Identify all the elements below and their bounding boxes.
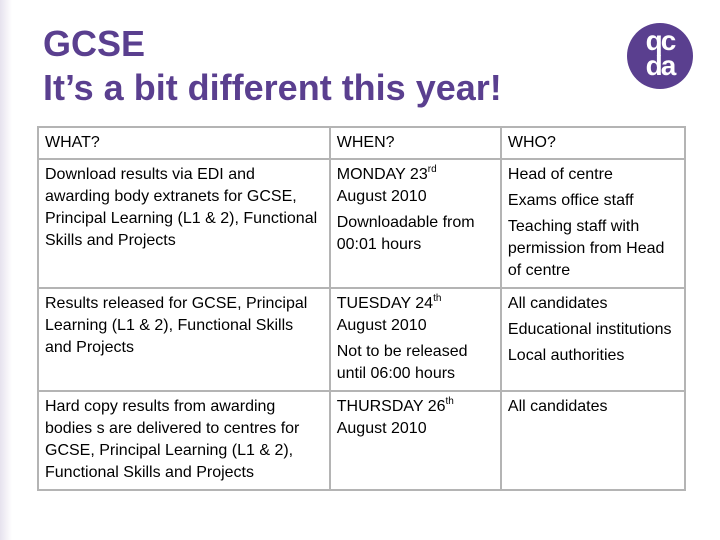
when-day-suffix: rd bbox=[427, 164, 437, 175]
when-day-suffix: th bbox=[445, 396, 454, 407]
title-line-1: GCSE bbox=[43, 23, 146, 64]
who-item: All candidates bbox=[507, 398, 608, 415]
who-cell bbox=[501, 288, 685, 391]
who-cell bbox=[501, 159, 685, 288]
when-month: August 2010 bbox=[336, 317, 427, 334]
results-schedule-table bbox=[37, 126, 686, 491]
when-month: August 2010 bbox=[336, 420, 427, 437]
who-item: Head of centre bbox=[507, 166, 613, 183]
who-item: Local authorities bbox=[507, 347, 625, 364]
logo-text-bottom: da bbox=[645, 50, 675, 81]
when-day: MONDAY 23 bbox=[336, 166, 428, 183]
qcda-logo bbox=[627, 23, 693, 89]
when-cell bbox=[330, 288, 501, 391]
table-row bbox=[38, 288, 685, 391]
who-item: Exams office staff bbox=[507, 192, 634, 209]
when-month: August 2010 bbox=[336, 188, 427, 205]
table-row bbox=[38, 159, 685, 288]
when-date bbox=[337, 396, 494, 440]
when-day: TUESDAY 24 bbox=[336, 295, 434, 312]
when-cell bbox=[330, 159, 501, 288]
table-header-row bbox=[38, 127, 685, 159]
what-cell: Results released for GCSE, Principal Learning (L1 & 2), Functional Skills and Projects bbox=[38, 288, 330, 391]
what-cell: Download results via EDI and awarding body extranets for GCSE, Principal Learning (L1 & 2), Functional Skills and Projects bbox=[38, 159, 330, 288]
who-cell bbox=[501, 391, 685, 490]
when-note: Not to be released until 06:00 hours bbox=[336, 343, 468, 382]
header-who: WHO? bbox=[501, 127, 685, 159]
table-row bbox=[38, 391, 685, 490]
header-what: WHAT? bbox=[38, 127, 330, 159]
header-when: WHEN? bbox=[330, 127, 501, 159]
who-item: All candidates bbox=[507, 295, 608, 312]
when-note: Downloadable from 00:01 hours bbox=[336, 214, 475, 253]
when-day-suffix: th bbox=[433, 293, 442, 304]
who-item: Educational institutions bbox=[507, 321, 672, 338]
when-day: THURSDAY 26 bbox=[336, 398, 446, 415]
when-date bbox=[337, 293, 494, 337]
page-title bbox=[43, 22, 502, 110]
when-date bbox=[337, 164, 494, 208]
when-cell bbox=[330, 391, 501, 490]
title-line-2: It’s a bit different this year! bbox=[43, 67, 502, 108]
left-edge-decoration bbox=[0, 0, 12, 540]
logo-text-top: qc bbox=[645, 25, 675, 56]
who-item: Teaching staff with permission from Head of centre bbox=[507, 218, 665, 279]
what-cell: Hard copy results from awarding bodies s are delivered to centres for GCSE, Principal Learning (L1 & 2), Functional Skills and Projects bbox=[38, 391, 330, 490]
